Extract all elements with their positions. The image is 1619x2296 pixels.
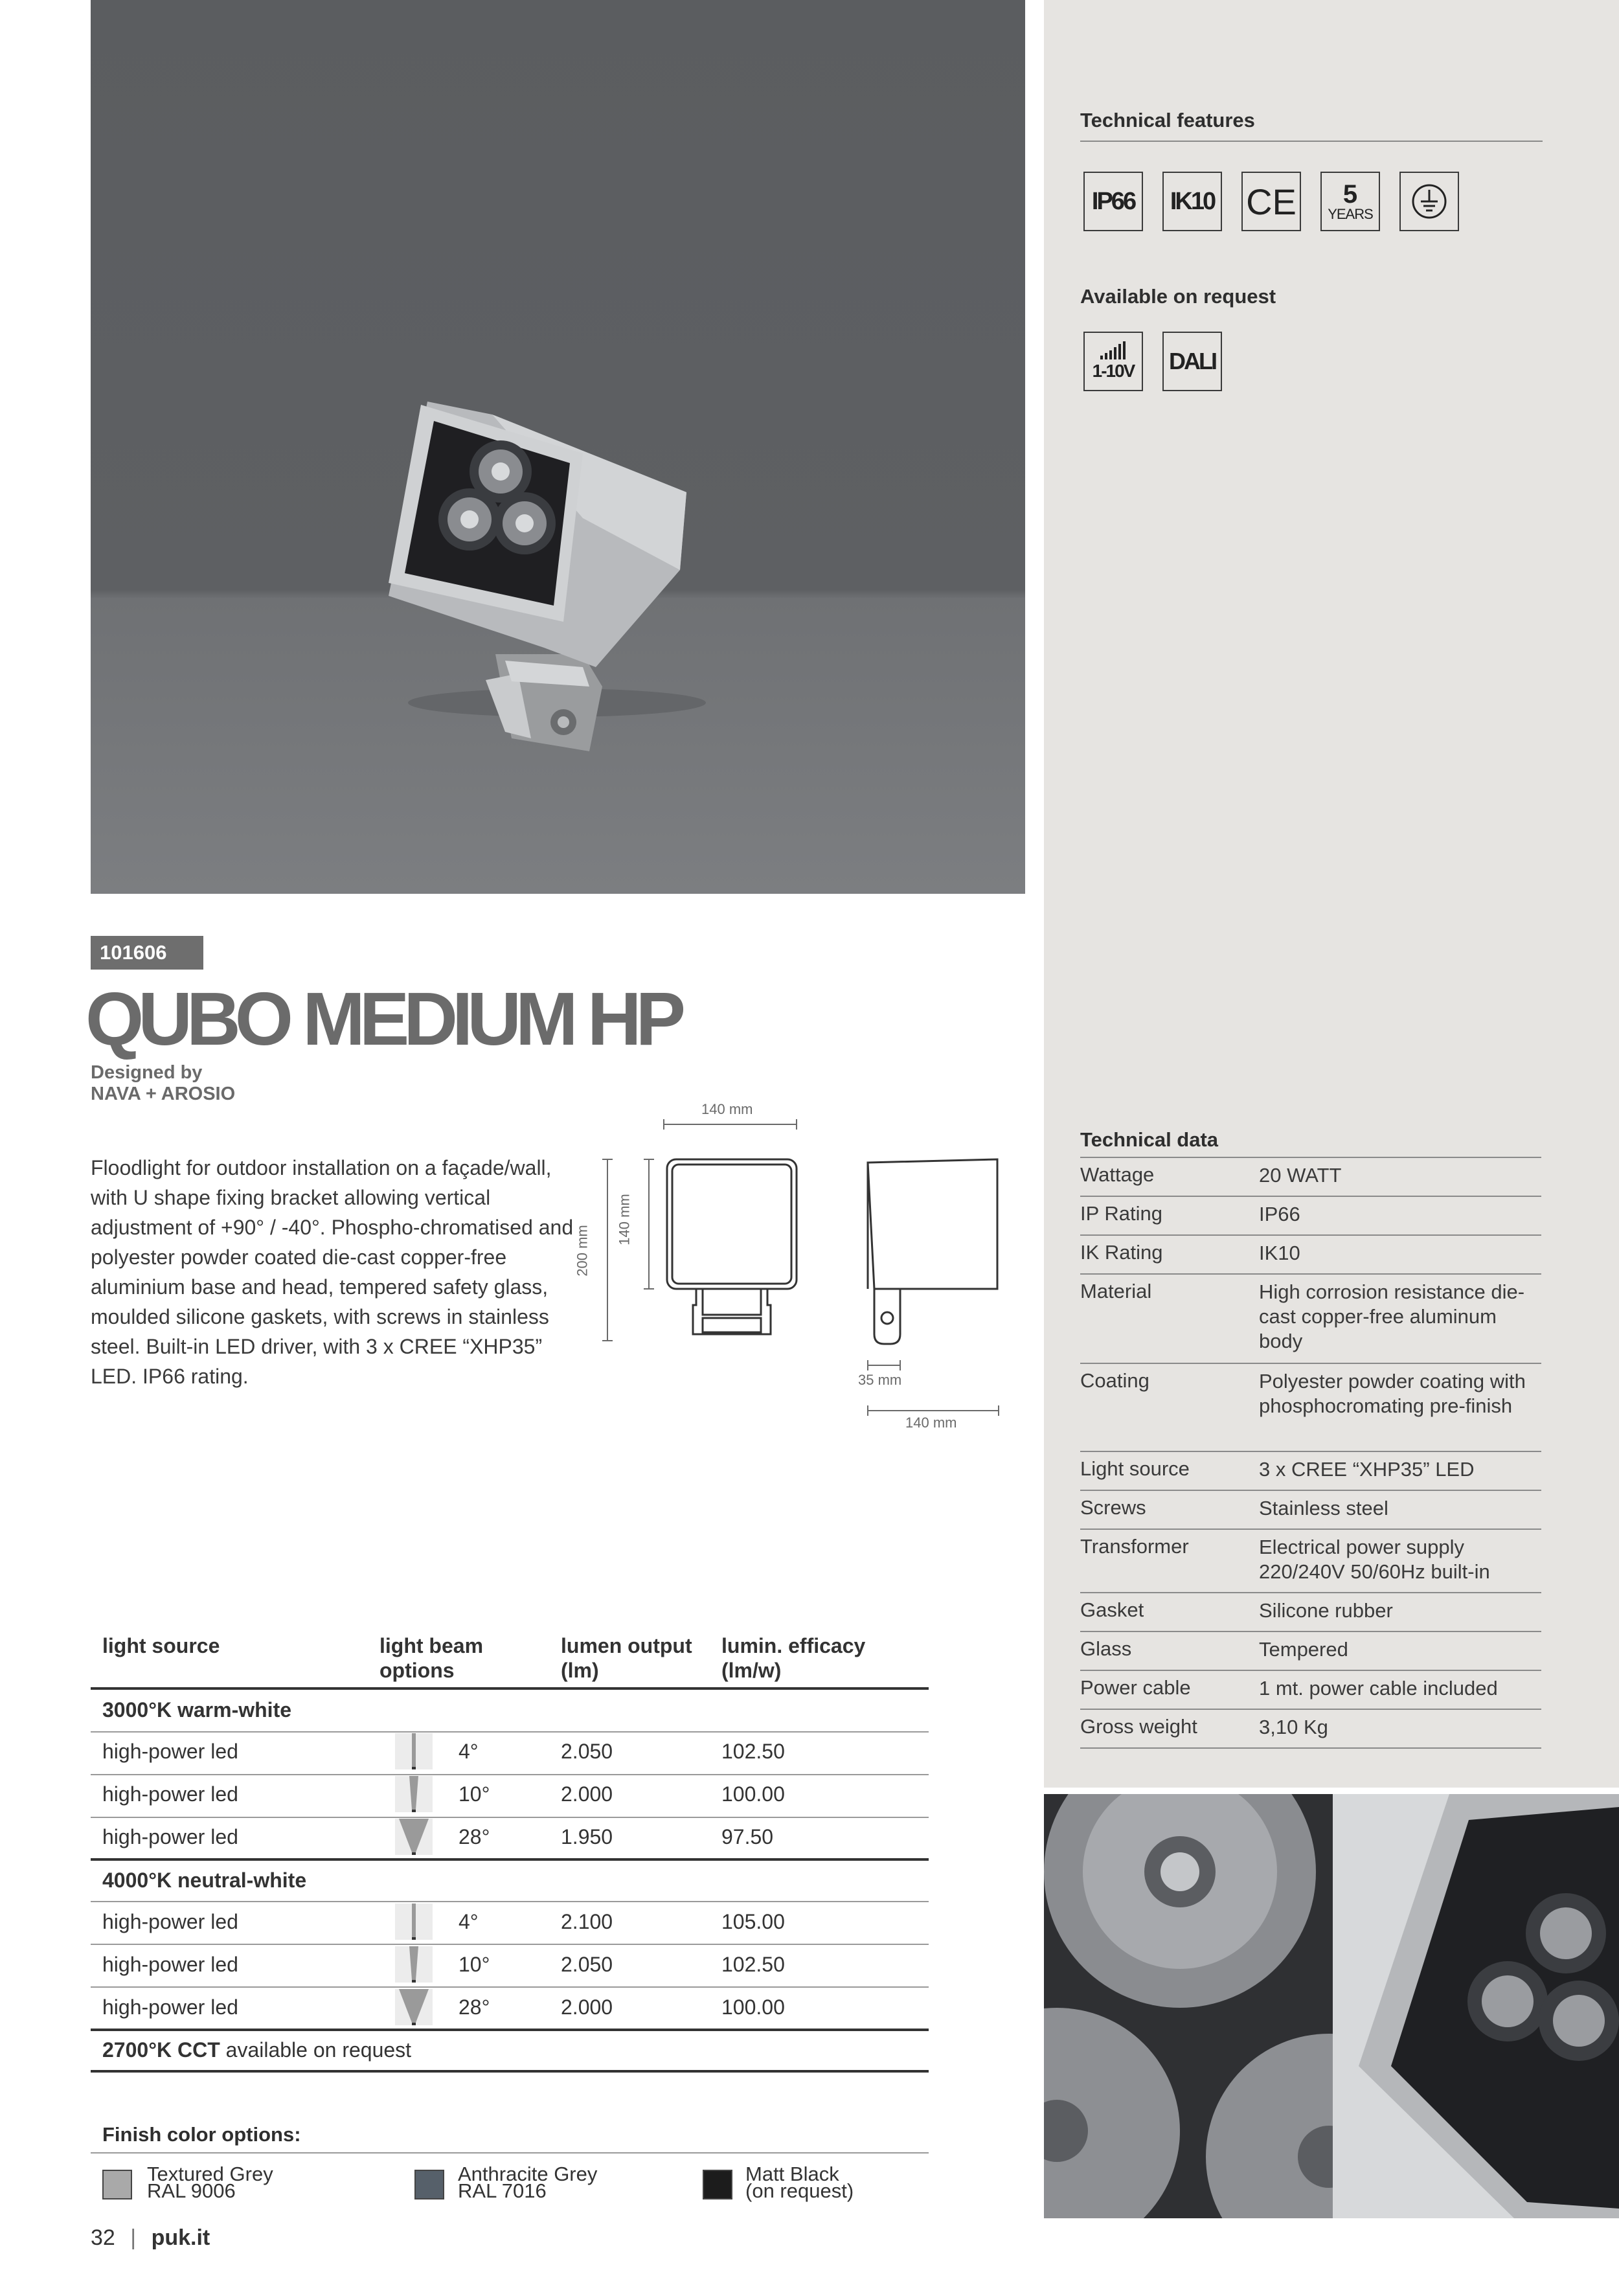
group-title-4000k: 4000°K neutral-white <box>102 1869 307 1892</box>
dimmer-label: 1-10V <box>1092 361 1135 381</box>
row-source: high-power led <box>102 1782 238 1806</box>
warranty-years-unit: YEARS <box>1328 206 1373 222</box>
page-number: 32 <box>91 2225 115 2250</box>
technical-drawing <box>570 1095 1023 1444</box>
product-title: QUBO MEDIUM HP <box>85 977 680 1061</box>
table-row: Glass Tempered <box>1080 1632 1541 1671</box>
designer-name: NAVA + AROSIO <box>91 1084 236 1104</box>
row-beam: 4° <box>459 1910 479 1933</box>
finish-swatch-anthracite-grey <box>414 2170 444 2199</box>
table-row: Screws Stainless steel <box>1080 1491 1541 1530</box>
row-beam: 28° <box>459 1825 490 1848</box>
beam-narrow-icon <box>395 1733 433 1769</box>
col-header-lumen: lumen output (lm) <box>561 1634 692 1682</box>
table-row: Power cable 1 mt. power cable included <box>1080 1671 1541 1710</box>
dimension-drawing <box>570 1095 1023 1444</box>
divider <box>91 1858 929 1861</box>
row-beam: 28° <box>459 1995 490 2019</box>
beam-wide-icon <box>395 1989 433 2025</box>
product-description: Floodlight for outdoor installation on a façade/wall, with U shape fixing bracket allowing vertical adjustment of +90° / -40°. Phospho-chromatised and polyester powder coated die-cast copper-free aluminium base and head, tempered safety glass, moulded silicone gaskets, with screws in stainless steel. Built-in LED driver, with 3 x CREE “XHP35” LED. IP66 rating. <box>91 1156 574 1388</box>
row-lumen: 2.100 <box>561 1910 613 1933</box>
footer-separator: | <box>130 2225 137 2250</box>
row-source: high-power led <box>102 1825 238 1848</box>
floodlight-illustration <box>91 0 1025 894</box>
finish-label-matt-black: Matt Black (on request) <box>745 2163 854 2202</box>
row-lumen: 2.050 <box>561 1740 613 1763</box>
table-row: Transformer Electrical power supply 220/240V 50/60Hz built-in <box>1080 1530 1541 1593</box>
available-on-request-title: Available on request <box>1080 285 1276 308</box>
page-footer <box>91 2225 210 2251</box>
dim-depth-bracket: 35 mm <box>858 1372 902 1388</box>
earth-ground-icon <box>1399 172 1459 231</box>
row-efficacy: 100.00 <box>721 1995 785 2019</box>
beam-wide-icon <box>395 1819 433 1855</box>
dim-width-front: 140 mm <box>701 1101 753 1117</box>
beam-medium-icon <box>395 1946 433 1983</box>
finish-swatch-textured-grey <box>102 2170 132 2199</box>
row-source: high-power led <box>102 1740 238 1763</box>
table-row: IP Rating IP66 <box>1080 1197 1541 1236</box>
dimmer-1-10v-badge <box>1083 332 1143 391</box>
cct-note-text: available on request <box>220 2038 412 2062</box>
ce-mark-badge: CE <box>1241 172 1301 231</box>
row-beam: 10° <box>459 1953 490 1976</box>
row-efficacy: 97.50 <box>721 1825 774 1848</box>
row-efficacy: 105.00 <box>721 1910 785 1933</box>
ik10-badge: IK10 <box>1162 172 1222 231</box>
dim-height-total: 200 mm <box>574 1225 591 1277</box>
divider <box>91 1986 929 1988</box>
table-row: Light source 3 x CREE “XHP35” LED <box>1080 1452 1541 1491</box>
finish-options-title: Finish color options: <box>102 2123 301 2146</box>
col-header-beam: light beam options <box>379 1634 484 1682</box>
finish-label-textured-grey: Textured Grey RAL 9006 <box>147 2163 273 2202</box>
dali-badge: DALI <box>1162 332 1222 391</box>
ip66-badge: IP66 <box>1083 172 1143 231</box>
row-source: high-power led <box>102 1995 238 2019</box>
product-code: 101606 <box>91 936 203 970</box>
group-title-3000k: 3000°K warm-white <box>102 1698 292 1722</box>
row-lumen: 2.000 <box>561 1995 613 2019</box>
divider <box>91 1901 929 1902</box>
cct-note <box>102 2038 411 2062</box>
table-row: IK Rating IK10 <box>1080 1236 1541 1275</box>
dim-depth-side: 140 mm <box>905 1415 957 1431</box>
dim-height-head: 140 mm <box>616 1194 633 1245</box>
technical-features-title: Technical features <box>1080 109 1255 131</box>
beam-narrow-icon <box>395 1904 433 1940</box>
row-beam: 4° <box>459 1740 479 1763</box>
table-row: Gasket Silicone rubber <box>1080 1593 1541 1632</box>
beam-medium-icon <box>395 1776 433 1812</box>
divider <box>1080 141 1543 142</box>
row-beam: 10° <box>459 1782 490 1806</box>
product-photo <box>91 0 1025 894</box>
row-efficacy: 102.50 <box>721 1953 785 1976</box>
divider <box>91 1687 929 1690</box>
row-source: high-power led <box>102 1910 238 1933</box>
led-lens-closeup-photo <box>1044 1794 1333 2218</box>
divider <box>91 2029 929 2031</box>
signal-bars-icon <box>1099 341 1127 361</box>
table-row: Material High corrosion resistance die-cast copper-free aluminum body <box>1080 1275 1541 1364</box>
finish-swatch-matt-black <box>703 2170 732 2199</box>
row-efficacy: 102.50 <box>721 1740 785 1763</box>
designer-credit <box>91 1062 235 1105</box>
table-row: Gross weight 3,10 Kg <box>1080 1710 1541 1749</box>
divider <box>91 1774 929 1775</box>
row-source: high-power led <box>102 1953 238 1976</box>
finish-label-anthracite-grey: Anthracite Grey RAL 7016 <box>458 2163 598 2202</box>
table-row: Wattage 20 WATT <box>1080 1158 1541 1197</box>
divider <box>91 2152 929 2154</box>
divider <box>91 2070 929 2073</box>
row-lumen: 1.950 <box>561 1825 613 1848</box>
row-efficacy: 100.00 <box>721 1782 785 1806</box>
warranty-badge <box>1320 172 1380 231</box>
technical-data-title: Technical data <box>1080 1128 1219 1151</box>
site-link[interactable]: puk.it <box>151 2225 210 2250</box>
divider <box>91 1731 929 1733</box>
divider <box>91 1817 929 1818</box>
luminaire-detail-photo <box>1333 1794 1619 2218</box>
divider <box>91 1944 929 1945</box>
col-header-light-source: light source <box>102 1634 220 1657</box>
row-lumen: 2.000 <box>561 1782 613 1806</box>
col-header-efficacy: lumin. efficacy (lm/w) <box>721 1634 866 1682</box>
warranty-years-number: 5 <box>1342 180 1358 209</box>
cct-note-bold: 2700°K CCT <box>102 2038 220 2062</box>
table-row: Coating Polyester powder coating with phosphocromating pre-finish <box>1080 1364 1541 1452</box>
row-lumen: 2.050 <box>561 1953 613 1976</box>
designed-by-label: Designed by <box>91 1062 203 1083</box>
